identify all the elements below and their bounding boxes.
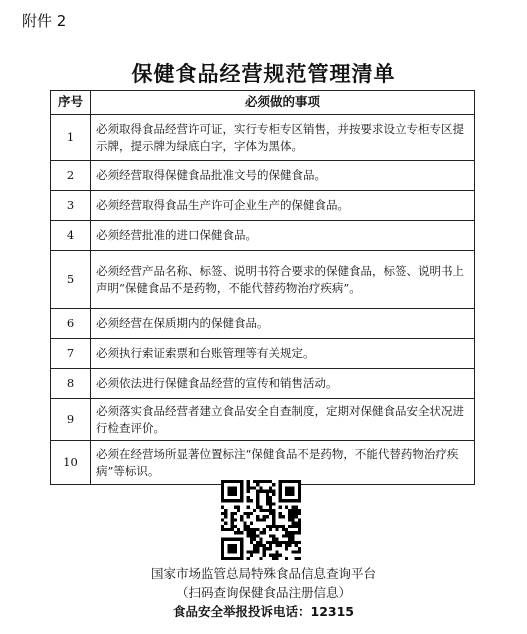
qr-code-icon[interactable]	[221, 480, 301, 560]
footer-scan-hint: （扫码查询保健食品注册信息）	[175, 585, 351, 600]
row-text: 必须执行索证索票和台账管理等有关规定。	[91, 339, 475, 369]
attachment-label: 附件 2	[22, 12, 67, 30]
row-number: 3	[51, 191, 91, 221]
row-number: 9	[51, 399, 91, 441]
row-text: 必须依法进行保健食品经营的宣传和销售活动。	[91, 369, 475, 399]
row-text: 必须取得食品经营许可证，实行专柜专区销售，并按要求设立专柜专区提示牌，提示牌为绿底白字，字体为黑体。	[91, 115, 475, 161]
header-number: 序号	[51, 91, 91, 115]
row-text: 必须落实食品经营者建立食品安全自查制度，定期对保健食品安全状况进行检查评价。	[91, 399, 475, 441]
row-number: 8	[51, 369, 91, 399]
footer-platform: 国家市场监管总局特殊食品信息查询平台	[150, 566, 376, 581]
table-row	[51, 191, 475, 221]
row-text: 必须经营产品名称、标签、说明书符合要求的保健食品，标签、说明书上声明“保健食品不是药物，不能代替药物治疗疾病”。	[91, 251, 475, 309]
table-row	[51, 339, 475, 369]
table-row	[51, 221, 475, 251]
table-row	[51, 161, 475, 191]
row-text: 必须经营取得食品生产许可企业生产的保健食品。	[91, 191, 475, 221]
checklist-table	[50, 90, 475, 485]
row-number: 10	[51, 441, 91, 485]
row-text: 必须经营在保质期内的保健食品。	[91, 309, 475, 339]
table-row	[51, 369, 475, 399]
table-row	[51, 309, 475, 339]
row-text: 必须经营取得保健食品批准文号的保健食品。	[91, 161, 475, 191]
table-row	[51, 115, 475, 161]
row-number: 1	[51, 115, 91, 161]
row-number: 2	[51, 161, 91, 191]
row-number: 6	[51, 309, 91, 339]
document-title: 保健食品经营规范管理清单	[131, 61, 396, 86]
footer-hotline: 食品安全举报投诉电话：12315	[173, 604, 354, 619]
row-number: 5	[51, 251, 91, 309]
table-row	[51, 441, 475, 485]
table-header-row	[51, 91, 475, 115]
table-row	[51, 399, 475, 441]
table-row	[51, 251, 475, 309]
row-number: 4	[51, 221, 91, 251]
header-items: 必须做的事项	[91, 91, 475, 115]
row-text: 必须在经营场所显著位置标注“保健食品不是药物，不能代替药物治疗疾病”等标识。	[91, 441, 475, 485]
row-text: 必须经营批准的进口保健食品。	[91, 221, 475, 251]
row-number: 7	[51, 339, 91, 369]
